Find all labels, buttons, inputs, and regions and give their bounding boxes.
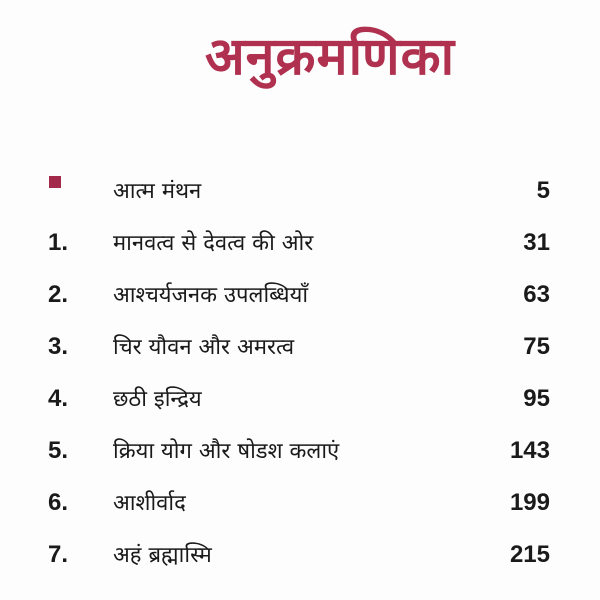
toc-entry <box>0 433 600 485</box>
toc-entry <box>0 329 600 381</box>
toc-entry <box>0 485 600 537</box>
toc-entry-page: 95 <box>523 385 550 412</box>
toc-entry-page: 215 <box>509 541 550 568</box>
toc-entry-page: 5 <box>536 177 550 204</box>
toc-entry-title: मानवत्व से देवत्व की ओर <box>113 231 314 256</box>
toc-entry <box>0 381 600 433</box>
toc-entry <box>0 537 600 589</box>
toc-entry-number: 2. <box>48 281 69 308</box>
toc-entry-number: 6. <box>48 489 69 516</box>
toc-entry-number: 1. <box>48 229 69 256</box>
square-bullet-icon <box>49 176 61 188</box>
toc-entry <box>0 225 600 277</box>
page-title: अनुक्रमणिका <box>204 27 456 87</box>
toc-entry-number: 4. <box>48 385 69 412</box>
toc-entry-title: चिर यौवन और अमरत्व <box>113 335 295 360</box>
toc-entry-title: आशीर्वाद <box>113 491 186 516</box>
toc-entry-page: 31 <box>523 229 550 256</box>
toc-entry-title: छठी इन्द्रिय <box>113 387 202 412</box>
toc-entry-title: अहं ब्रह्मास्मि <box>113 543 212 568</box>
toc-entry <box>0 173 600 225</box>
toc-entry-title: आश्चर्यजनक उपलब्धियाँ <box>113 283 309 308</box>
toc-entry-page: 63 <box>523 281 550 308</box>
toc-entry <box>0 277 600 329</box>
toc-entry-title: आत्म मंथन <box>113 179 202 204</box>
toc-entry-number: 3. <box>48 333 69 360</box>
toc-entry-number: 5. <box>48 437 69 464</box>
toc-entry-title: क्रिया योग और षोडश कलाएं <box>113 439 340 464</box>
table-of-contents <box>0 173 600 589</box>
toc-entry-number: 7. <box>48 541 69 568</box>
toc-entry-page: 75 <box>523 333 550 360</box>
toc-entry-page: 143 <box>509 437 550 464</box>
toc-entry-page: 199 <box>509 489 550 516</box>
